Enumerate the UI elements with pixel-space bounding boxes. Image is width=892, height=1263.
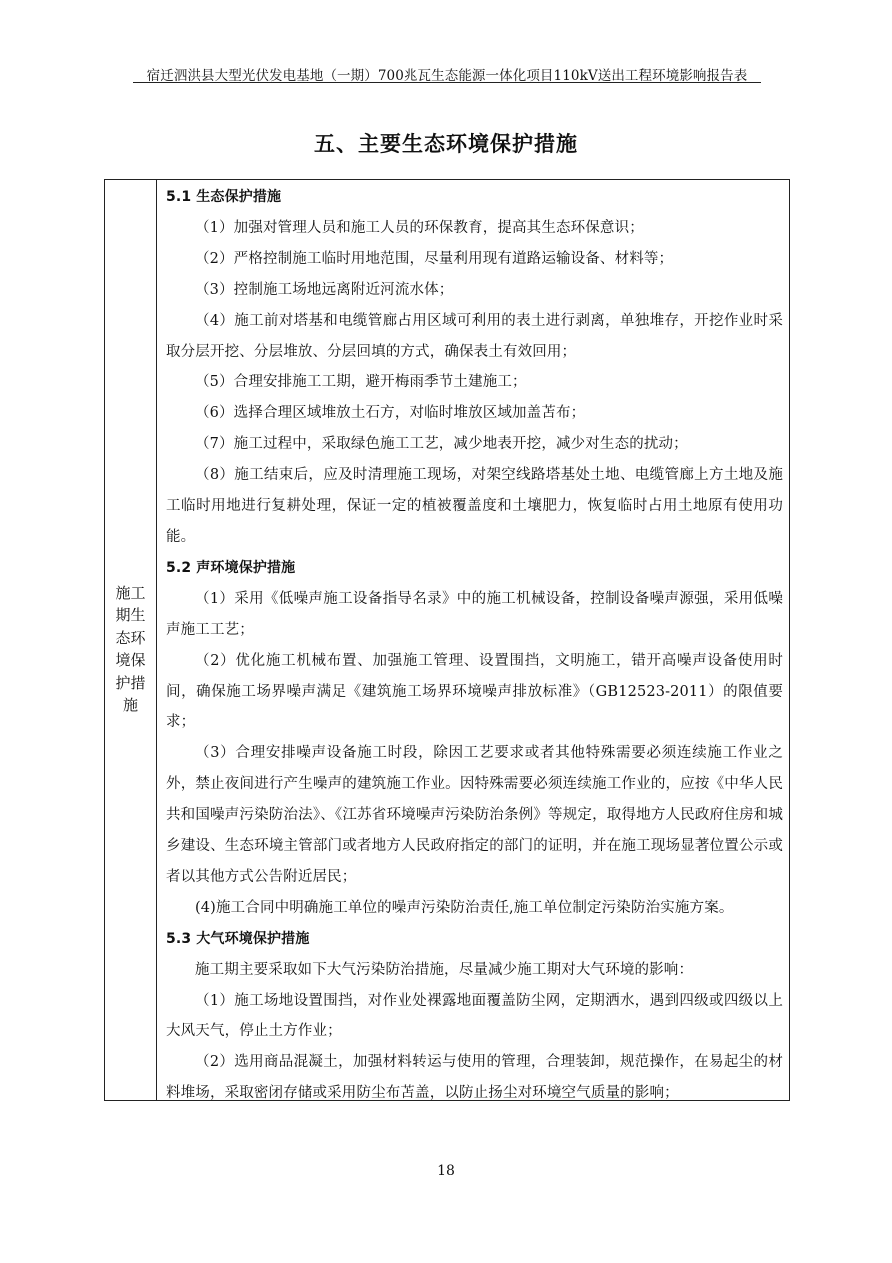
paragraph: （2）选用商品混凝土，加强材料转运与使用的管理，合理装卸，规范操作，在易起尘的材料堆场，采取密闭存储或采用防尘布苫盖，以防止扬尘对环境空气质量的影响； [166,1054,783,1102]
paragraph: （6）选择合理区域堆放土石方，对临时堆放区域加盖苫布； [195,405,586,422]
page-number: 18 [437,1163,455,1179]
paragraph: （5）合理安排施工工期，避开梅雨季节土建施工； [195,374,527,391]
paragraph: （2）严格控制施工临时用地范围，尽量利用现有道路运输设备、材料等； [195,250,674,267]
section-title: 五、主要生态环境保护措施 [314,132,578,156]
stage-cell [105,180,157,1100]
stage-label: 施工期生态环境保护措施 [115,583,146,714]
paragraph: （1）采用《低噪声施工设备指导名录》中的施工机械设备，控制设备噪声源强，采用低噪声施工工艺； [166,590,783,638]
paragraph: （2）优化施工机械布置、加强施工管理、设置围挡，文明施工，错开高噪声设备使用时间，确保施工场界噪声满足《建筑施工场界环境噪声排放标准》（GB12523-2011）的限值要求； [166,652,783,731]
paragraph: （4）施工前对塔基和电缆管廊占用区域可利用的表土进行剥离，单独堆存，开挖作业时采取分层开挖、分层堆放、分层回填的方式，确保表土有效回用； [166,312,783,360]
paragraph: （1）加强对管理人员和施工人员的环保教育，提高其生态环保意识； [195,219,644,236]
header-rule [133,82,761,83]
paragraph: 施工期主要采取如下大气污染防治措施，尽量减少施工期对大气环境的影响： [195,961,694,978]
content-cell [157,180,789,1100]
paragraph: （1）施工场地设置围挡，对作业处裸露地面覆盖防尘网，定期洒水，遇到四级或四级以上大风天气，停止土方作业； [166,992,783,1040]
section-heading-noise: 5.2 声环境保护措施 [166,559,296,576]
paragraph: （8）施工结束后，应及时清理施工现场，对架空线路塔基处土地、电缆管廊上方土地及施工临时用地进行复耕处理，保证一定的植被覆盖度和土壤肥力，恢复临时占用土地原有使用功能。 [166,467,783,545]
section-heading-air: 5.3 大气环境保护措施 [166,930,310,947]
paragraph: （3）合理安排噪声设备施工时段，除因工艺要求或者其他特殊需要必须连续施工作业之外，禁止夜间进行产生噪声的建筑施工作业。因特殊需要必须连续施工作业的，应按《中华人民共和国噪声污染防治法》、《江苏省环境噪声污染防治条例》等规定，取得地方人民政府住房和城乡建设、生态环境主管部门或者地方人民政府指定的部门的证明，并在施工现场显著位置公示或者以其他方式公告附近居民； [166,745,783,885]
paragraph: (4)施工合同中明确施工单位的噪声污染防治责任,施工单位制定污染防治实施方案。 [195,899,734,916]
section-heading-ecology: 5.1 生态保护措施 [166,189,282,205]
measures-table [104,179,790,1101]
paragraph: （3）控制施工场地远离附近河流水体； [195,281,454,298]
paragraph: （7）施工过程中，采取绿色施工工艺，减少地表开挖，减少对生态的扰动； [195,436,688,453]
running-header: 宿迁泗洪县大型光伏发电基地（一期）700兆瓦生态能源一体化项目110kV送出工程环境影响报告表 [146,68,748,84]
